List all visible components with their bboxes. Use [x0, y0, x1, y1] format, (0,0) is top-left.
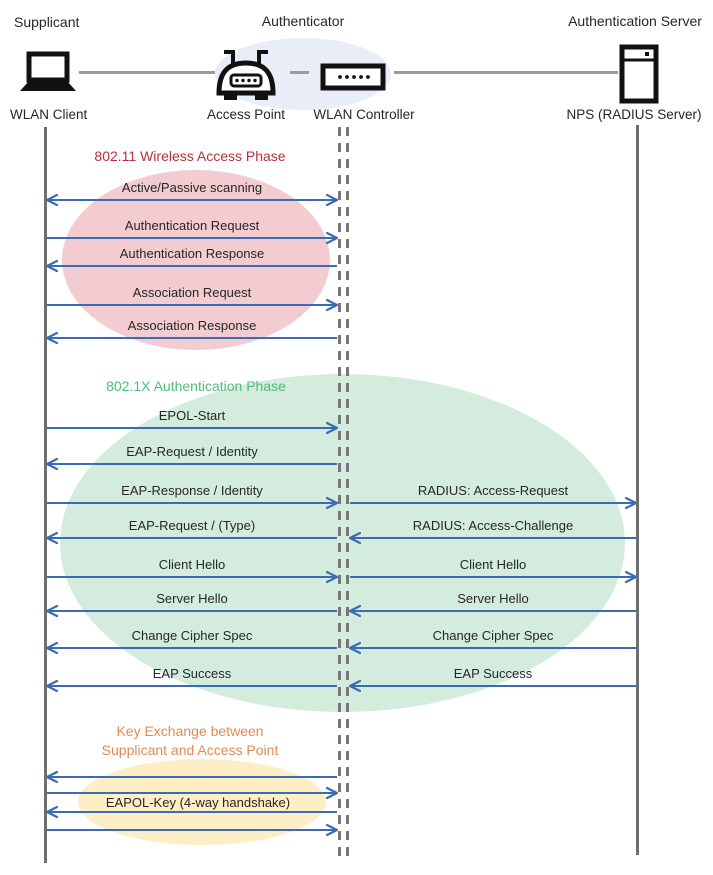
role-authentication-server: Authentication Server — [568, 13, 702, 29]
message-label: Client Hello — [158, 557, 226, 572]
topology-connector — [290, 71, 309, 74]
phase3-title-line2: Supplicant and Access Point — [101, 742, 279, 758]
lifeline-wlan-controller — [346, 127, 349, 856]
message-label: Authentication Request — [124, 218, 260, 233]
actor-access-point: Access Point — [206, 107, 286, 122]
wlan-controller-icon — [320, 63, 386, 96]
message-label: Change Cipher Spec — [432, 628, 554, 643]
lifeline-wlan-controller — [338, 127, 341, 856]
topology-connector — [79, 71, 215, 74]
actor-nps: NPS (RADIUS Server) — [566, 107, 702, 122]
role-authenticator: Authenticator — [261, 13, 345, 29]
phase2-title: 802.1X Authentication Phase — [106, 378, 286, 394]
key-exchange-label: EAPOL-Key (4-way handshake) — [105, 795, 291, 810]
message-label: EAP-Request / Identity — [126, 444, 258, 459]
message-label: EAP-Response / Identity — [121, 483, 263, 498]
message-label: Server Hello — [156, 591, 228, 606]
message-label: EAP Success — [453, 666, 533, 681]
message-label: EAP Success — [152, 666, 232, 681]
message-label: Association Request — [132, 285, 252, 300]
actor-wlan-client: WLAN Client — [10, 107, 88, 122]
message-label: Change Cipher Spec — [131, 628, 253, 643]
phase2-ellipse — [60, 374, 625, 712]
phase3-title-line1: Key Exchange between — [116, 723, 264, 739]
message-label: Server Hello — [457, 591, 529, 606]
topology-connector — [394, 71, 618, 74]
lifeline-nps — [636, 125, 639, 855]
phase3-title — [102, 722, 279, 760]
message-label: Authentication Response — [119, 246, 265, 261]
actor-wlan-controller: WLAN Controller — [313, 107, 415, 122]
laptop-icon — [12, 50, 80, 99]
message-label: RADIUS: Access-Request — [417, 483, 569, 498]
access-point-icon — [214, 45, 278, 110]
message-label: Active/Passive scanning — [121, 180, 263, 195]
lifeline-wlan-client — [44, 127, 47, 863]
message-label: EPOL-Start — [158, 408, 226, 423]
message-label: Association Response — [127, 318, 257, 333]
phase1-title: 802.11 Wireless Access Phase — [94, 148, 286, 164]
message-label: Client Hello — [459, 557, 527, 572]
message-label: RADIUS: Access-Challenge — [412, 518, 574, 533]
server-icon — [619, 44, 659, 109]
role-supplicant: Supplicant — [14, 14, 80, 30]
message-label: EAP-Request / (Type) — [128, 518, 256, 533]
